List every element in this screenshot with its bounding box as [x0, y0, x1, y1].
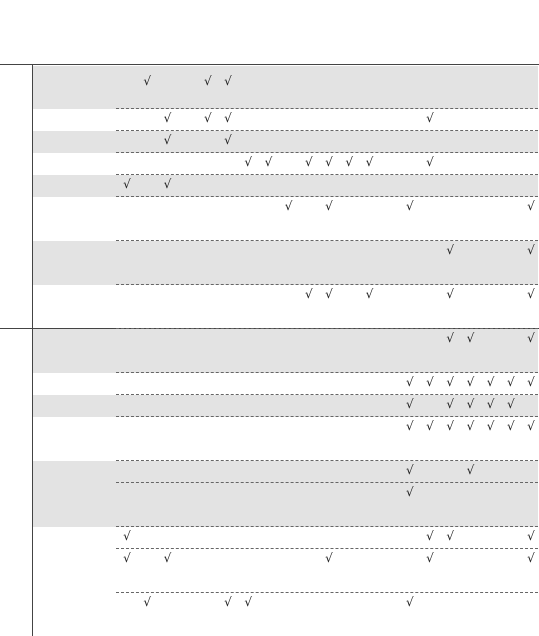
- check-mark: √: [163, 177, 172, 191]
- check-mark: √: [405, 419, 414, 433]
- check-mark: √: [224, 595, 232, 609]
- check-mark: √: [466, 463, 475, 477]
- check-mark: √: [264, 155, 273, 169]
- check-mark: √: [486, 375, 495, 389]
- check-mark: √: [426, 419, 434, 433]
- check-mark: √: [506, 375, 515, 389]
- check-mark: √: [426, 155, 434, 169]
- row-shading: [33, 131, 538, 153]
- row-separator: [116, 152, 538, 153]
- row-shading: [33, 483, 538, 527]
- check-mark: √: [203, 74, 212, 88]
- check-mark: √: [527, 243, 535, 257]
- check-mark: √: [325, 155, 333, 169]
- check-mark: √: [426, 111, 434, 125]
- check-mark: √: [506, 419, 515, 433]
- row-separator: [116, 526, 538, 527]
- check-mark: √: [446, 529, 455, 543]
- check-mark: √: [527, 287, 535, 301]
- check-mark: √: [486, 397, 495, 411]
- row-separator: [116, 196, 538, 197]
- header-divider: [0, 64, 539, 65]
- check-mark: √: [405, 485, 414, 499]
- check-mark: √: [426, 375, 434, 389]
- check-mark: √: [405, 595, 414, 609]
- check-mark: √: [446, 375, 455, 389]
- check-mark: √: [527, 529, 535, 543]
- check-mark: √: [244, 155, 253, 169]
- check-mark: √: [446, 287, 455, 301]
- check-mark: √: [405, 397, 414, 411]
- check-mark: √: [163, 111, 172, 125]
- row-separator: [116, 284, 538, 285]
- check-mark: √: [284, 199, 293, 213]
- check-mark: √: [426, 551, 434, 565]
- check-mark: √: [405, 375, 414, 389]
- check-mark: √: [304, 287, 313, 301]
- check-mark: √: [527, 551, 535, 565]
- check-mark: √: [123, 529, 131, 543]
- check-mark: √: [466, 375, 475, 389]
- check-mark: √: [486, 419, 495, 433]
- check-mark: √: [365, 287, 374, 301]
- check-mark: √: [143, 74, 152, 88]
- check-mark: √: [466, 397, 475, 411]
- check-mark: √: [244, 595, 253, 609]
- check-mark: √: [325, 199, 333, 213]
- check-mark: √: [203, 111, 212, 125]
- check-mark: √: [446, 243, 455, 257]
- check-mark: √: [325, 551, 333, 565]
- check-mark: √: [405, 463, 414, 477]
- row-shading: [33, 66, 538, 109]
- check-mark: √: [405, 199, 414, 213]
- check-mark: √: [123, 177, 131, 191]
- check-mark: √: [123, 551, 131, 565]
- row-separator: [116, 108, 538, 109]
- check-mark: √: [527, 331, 535, 345]
- row-separator: [116, 592, 538, 593]
- row-shading: [33, 175, 538, 197]
- check-mark: √: [163, 551, 172, 565]
- check-mark: √: [224, 74, 232, 88]
- check-mark: √: [304, 155, 313, 169]
- check-mark: √: [446, 419, 455, 433]
- check-mark: √: [527, 375, 535, 389]
- check-mark: √: [527, 199, 535, 213]
- check-mark: √: [426, 529, 434, 543]
- row-shading: [33, 241, 538, 285]
- check-mark: √: [446, 397, 455, 411]
- check-mark: √: [466, 419, 475, 433]
- row-separator: [116, 372, 538, 373]
- check-mark: √: [446, 331, 455, 345]
- check-mark: √: [224, 111, 232, 125]
- check-mark: √: [466, 331, 475, 345]
- check-mark: √: [527, 419, 535, 433]
- check-mark: √: [325, 287, 333, 301]
- row-separator: [116, 548, 538, 549]
- check-mark: √: [365, 155, 374, 169]
- check-mark: √: [163, 133, 172, 147]
- row-separator: [116, 416, 538, 417]
- check-mark: √: [345, 155, 354, 169]
- check-mark: √: [506, 397, 515, 411]
- check-mark: √: [143, 595, 152, 609]
- check-mark: √: [224, 133, 232, 147]
